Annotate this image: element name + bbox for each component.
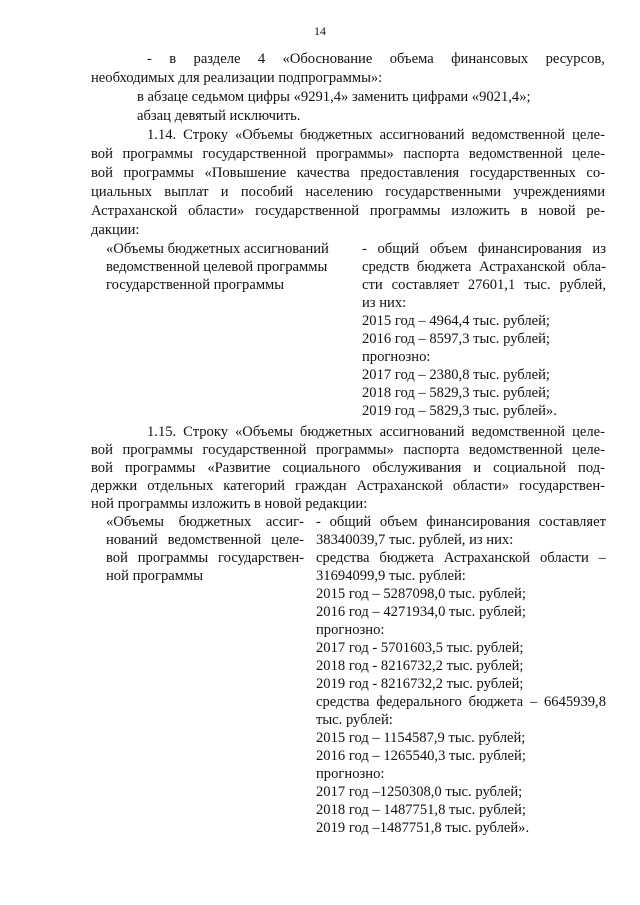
- cell-line: средства бюджета Астраханской области –: [316, 550, 606, 566]
- cell-line: 2019 год - 8216732,2 тыс. рублей;: [316, 676, 524, 692]
- intro-line-2: необходимых для реализации подпрограммы»:: [91, 70, 383, 86]
- cell-line: 2016 год – 8597,3 тыс. рублей;: [362, 331, 550, 347]
- cell-line: сти составляет 27601,1 тыс. рублей,: [362, 277, 606, 293]
- section-115-line: вой программы «Развитие социального обслуживания и социальной под-: [91, 460, 605, 476]
- cell-line: тыс. рублей:: [316, 712, 393, 728]
- section-115-left-cell: [106, 513, 304, 585]
- cell-line: прогнозно:: [316, 622, 385, 638]
- cell-line: нований ведомственной целе-: [106, 532, 304, 548]
- cell-line: прогнозно:: [362, 349, 431, 365]
- section-114-line: дакции:: [91, 222, 140, 238]
- cell-line: из них:: [362, 295, 407, 311]
- intro-line-3: в абзаце седьмом цифры «9291,4» заменить цифрами «9021,4»;: [137, 89, 531, 105]
- intro-word: -: [147, 51, 152, 67]
- cell-line: «Объемы бюджетных ассигнований: [106, 241, 329, 257]
- cell-line: ведомственной целевой программы: [106, 259, 328, 275]
- section-115-line: держки отдельных категорий граждан Астраханской области» государствен-: [91, 478, 605, 494]
- section-114-right-cell: [362, 240, 606, 420]
- cell-line: 2018 год – 1487751,8 тыс. рублей;: [316, 802, 526, 818]
- cell-line: 2015 год – 4964,4 тыс. рублей;: [362, 313, 550, 329]
- intro-word: в: [169, 51, 177, 67]
- cell-line: 2018 год – 5829,3 тыс. рублей;: [362, 385, 550, 401]
- cell-line: - общий объем финансирования составляет: [316, 514, 606, 530]
- section-114-left-cell: [106, 240, 346, 294]
- cell-line: прогнозно:: [316, 766, 385, 782]
- cell-line: 2018 год - 8216732,2 тыс. рублей;: [316, 658, 524, 674]
- section-114-line: Астраханской области» государственной программы изложить в новой ре-: [91, 203, 605, 219]
- cell-line: 2015 год – 1154587,9 тыс. рублей;: [316, 730, 526, 746]
- intro-line-4: абзац девятый исключить.: [137, 108, 301, 124]
- cell-line: 2019 год –1487751,8 тыс. рублей».: [316, 820, 530, 836]
- intro-word: ресурсов,: [545, 51, 605, 67]
- cell-line: 2017 год – 2380,8 тыс. рублей;: [362, 367, 550, 383]
- intro-word: «Обоснование: [282, 51, 373, 67]
- cell-line: 2015 год – 5287098,0 тыс. рублей;: [316, 586, 526, 602]
- cell-line: 38340039,7 тыс. рублей, из них:: [316, 532, 514, 548]
- cell-line: средств бюджета Астраханской обла-: [362, 259, 606, 275]
- section-114-line: вой программы государственной программы» паспорта ведомственной целе-: [91, 146, 605, 162]
- intro-word: финансовых: [451, 51, 529, 67]
- section-115-line: вой программы государственной программы» паспорта ведомственной целе-: [91, 442, 605, 458]
- cell-line: 2016 год – 1265540,3 тыс. рублей;: [316, 748, 526, 764]
- cell-line: 2017 год –1250308,0 тыс. рублей;: [316, 784, 523, 800]
- cell-line: - общий объем финансирования из: [362, 241, 606, 257]
- intro-word: разделе: [193, 51, 241, 67]
- cell-line: 2017 год - 5701603,5 тыс. рублей;: [316, 640, 524, 656]
- section-115-line: ной программы изложить в новой редакции:: [91, 496, 368, 512]
- cell-line: 2019 год – 5829,3 тыс. рублей».: [362, 403, 557, 419]
- section-114-line: циальных выплат и пособий населению государственными учреждениями: [91, 184, 605, 200]
- cell-line: 31694099,9 тыс. рублей:: [316, 568, 466, 584]
- cell-line: ной программы: [106, 568, 204, 584]
- section-115-right-cell: [316, 513, 606, 837]
- cell-line: 2016 год – 4271934,0 тыс. рублей;: [316, 604, 526, 620]
- cell-line: средства федерального бюджета – 6645939,8: [316, 694, 606, 710]
- section-115-line: 1.15. Строку «Объемы бюджетных ассигнований ведомственной целе-: [147, 424, 605, 440]
- intro-word: объема: [389, 51, 434, 67]
- section-114-line: вой программы «Повышение качества предоставления государственных со-: [91, 165, 605, 181]
- intro-word: 4: [257, 51, 266, 67]
- section-114-line: 1.14. Строку «Объемы бюджетных ассигнований ведомственной целе-: [147, 127, 605, 143]
- cell-line: вой программы государствен-: [106, 550, 304, 566]
- intro-line-1: [147, 50, 605, 68]
- cell-line: государственной программы: [106, 277, 285, 293]
- page-number: 14: [314, 24, 326, 38]
- cell-line: «Объемы бюджетных ассиг-: [106, 514, 304, 530]
